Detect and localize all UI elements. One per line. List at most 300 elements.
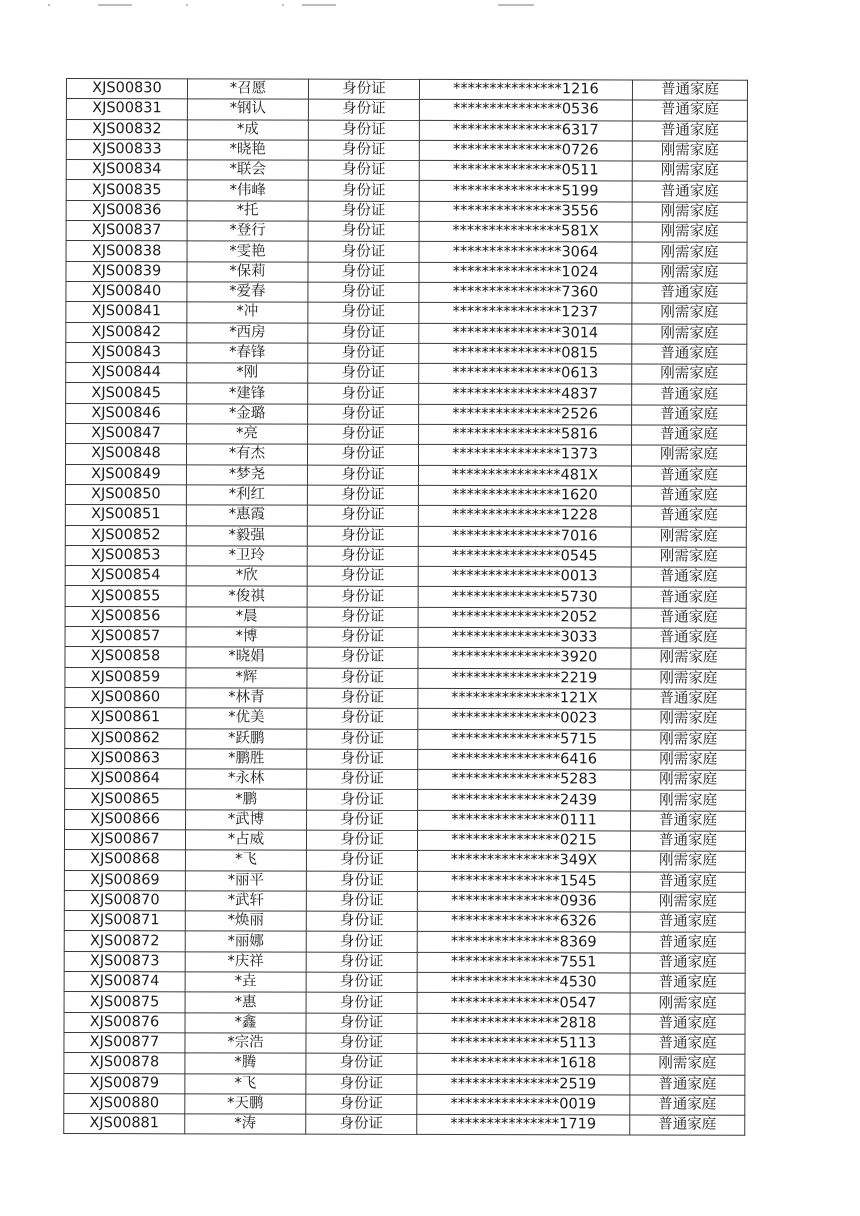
family-type-cell: 普通家庭: [632, 344, 747, 365]
document-type-cell: 身份证: [308, 99, 419, 120]
applicant-name-cell: *永林: [186, 769, 307, 790]
applicant-id-cell: XJS00834: [66, 160, 187, 181]
table-row: [66, 119, 747, 141]
table-row: [65, 606, 746, 628]
applicant-id-cell: XJS00842: [66, 322, 187, 343]
family-type-cell: 刚需家庭: [632, 303, 747, 324]
applicant-name-cell: *鑫: [185, 1012, 306, 1033]
id-number-cell: ***************0511: [419, 161, 632, 182]
applicant-id-cell: XJS00837: [66, 221, 187, 242]
id-number-cell: ***************0536: [419, 100, 632, 121]
family-type-cell: 普通家庭: [631, 506, 746, 527]
table-row: [66, 160, 747, 182]
family-type-cell: 普通家庭: [632, 181, 747, 202]
document-type-cell: 身份证: [307, 749, 418, 770]
applicant-name-cell: *联会: [187, 160, 308, 181]
family-type-cell: 普通家庭: [631, 689, 746, 710]
table-row: [64, 951, 745, 973]
document-type-cell: 身份证: [308, 120, 419, 141]
applicant-id-cell: XJS00833: [66, 139, 187, 160]
document-type-cell: 身份证: [307, 505, 418, 526]
applicant-id-cell: XJS00879: [64, 1073, 185, 1094]
applicant-id-cell: XJS00869: [64, 870, 185, 891]
applicant-name-cell: *晓艳: [187, 140, 308, 161]
table-row: [65, 769, 746, 791]
table-row: [65, 809, 746, 831]
document-type-cell: 身份证: [308, 160, 419, 181]
family-type-cell: 刚需家庭: [632, 222, 747, 243]
family-type-cell: 普通家庭: [630, 831, 745, 852]
table-row: [65, 444, 746, 466]
applicant-table: [63, 78, 748, 1136]
id-number-cell: ***************0545: [418, 546, 631, 567]
id-number-cell: ***************5113: [417, 1033, 630, 1054]
id-number-cell: ***************2526: [419, 404, 632, 425]
applicant-id-cell: XJS00856: [65, 606, 186, 627]
id-number-cell: ***************121X: [418, 688, 631, 709]
family-type-cell: 普通家庭: [631, 811, 746, 832]
document-type-cell: 身份证: [306, 1033, 417, 1054]
applicant-id-cell: XJS00832: [66, 119, 187, 140]
applicant-name-cell: *惠: [185, 992, 306, 1013]
table-row: [64, 931, 745, 953]
document-type-cell: 身份证: [308, 343, 419, 364]
document-type-cell: 身份证: [307, 647, 418, 668]
document-type-cell: 身份证: [307, 485, 418, 506]
family-type-cell: 普通家庭: [630, 912, 745, 933]
document-type-cell: 身份证: [306, 952, 417, 973]
applicant-id-cell: XJS00878: [64, 1053, 185, 1074]
id-number-cell: ***************0547: [417, 993, 630, 1014]
table-row: [66, 261, 747, 283]
document-type-cell: 身份证: [307, 708, 418, 729]
applicant-name-cell: *西房: [187, 322, 308, 343]
family-type-cell: 刚需家庭: [631, 750, 746, 771]
document-type-cell: 身份证: [306, 891, 417, 912]
applicant-id-cell: XJS00866: [65, 809, 186, 830]
id-number-cell: ***************481X: [418, 465, 631, 486]
document-type-cell: 身份证: [308, 323, 419, 344]
applicant-name-cell: *飞: [185, 850, 306, 871]
applicant-name-cell: *金璐: [187, 404, 308, 425]
applicant-name-cell: *伟峰: [187, 180, 308, 201]
id-number-cell: ***************3014: [419, 323, 632, 344]
id-number-cell: ***************1545: [417, 871, 630, 892]
applicant-name-cell: *林青: [186, 688, 307, 709]
table-row: [65, 545, 746, 567]
table-row: [66, 139, 747, 161]
applicant-id-cell: XJS00860: [65, 687, 186, 708]
applicant-name-cell: *博: [186, 627, 307, 648]
family-type-cell: 刚需家庭: [632, 202, 747, 223]
applicant-name-cell: *晓娟: [186, 647, 307, 668]
scan-edge-marks: [0, 0, 860, 12]
applicant-id-cell: XJS00850: [65, 484, 186, 505]
table-row: [65, 789, 746, 811]
applicant-name-cell: *垚: [185, 972, 306, 993]
applicant-id-cell: XJS00851: [65, 505, 186, 526]
applicant-id-cell: XJS00872: [64, 931, 185, 952]
id-number-cell: ***************1237: [419, 303, 632, 324]
applicant-id-cell: XJS00845: [66, 383, 187, 404]
applicant-name-cell: *利红: [186, 485, 307, 506]
id-number-cell: ***************1373: [418, 445, 631, 466]
applicant-name-cell: *庆祥: [185, 952, 306, 973]
applicant-id-cell: XJS00840: [66, 281, 187, 302]
id-number-cell: ***************0726: [419, 140, 632, 161]
table-row: [64, 992, 745, 1014]
document-type-cell: 身份证: [308, 404, 419, 425]
applicant-id-cell: XJS00846: [66, 403, 187, 424]
applicant-id-cell: XJS00874: [64, 972, 185, 993]
id-number-cell: ***************1024: [419, 262, 632, 283]
family-type-cell: 普通家庭: [631, 567, 746, 588]
applicant-name-cell: *欣: [186, 566, 307, 587]
applicant-id-cell: XJS00873: [64, 951, 185, 972]
applicant-id-cell: XJS00836: [66, 200, 187, 221]
document-type-cell: 身份证: [306, 972, 417, 993]
family-type-cell: 普通家庭: [631, 628, 746, 649]
table-row: [66, 79, 747, 101]
applicant-name-cell: *天鹏: [185, 1094, 306, 1115]
applicant-id-cell: XJS00867: [64, 829, 185, 850]
applicant-id-cell: XJS00830: [66, 79, 187, 100]
applicant-name-cell: *丽娜: [185, 931, 306, 952]
document-type-cell: 身份证: [307, 546, 418, 567]
applicant-name-cell: *占威: [185, 830, 306, 851]
table-row: [65, 708, 746, 730]
table-row: [66, 302, 747, 324]
applicant-name-cell: *优美: [186, 708, 307, 729]
document-type-cell: 身份证: [307, 607, 418, 628]
document-type-cell: 身份证: [307, 668, 418, 689]
applicant-name-cell: *宗浩: [185, 1033, 306, 1054]
document-type-cell: 身份证: [308, 181, 419, 202]
family-type-cell: 刚需家庭: [632, 141, 747, 162]
family-type-cell: 普通家庭: [631, 486, 746, 507]
applicant-name-cell: *召愿: [187, 79, 308, 100]
applicant-id-cell: XJS00870: [64, 890, 185, 911]
applicant-name-cell: *惠霞: [186, 505, 307, 526]
id-number-cell: ***************7551: [417, 952, 630, 973]
id-number-cell: ***************3064: [419, 242, 632, 263]
table-row: [65, 586, 746, 608]
family-type-cell: 刚需家庭: [631, 669, 746, 690]
id-number-cell: ***************2052: [418, 607, 631, 628]
document-type-cell: 身份证: [306, 1074, 417, 1095]
family-type-cell: 刚需家庭: [632, 263, 747, 284]
table-row: [66, 180, 747, 202]
document-type-cell: 身份证: [308, 424, 419, 445]
id-number-cell: ***************4837: [419, 384, 632, 405]
table-row: [66, 200, 747, 222]
id-number-cell: ***************1618: [417, 1054, 630, 1075]
document-type-cell: 身份证: [307, 790, 418, 811]
table-row: [65, 627, 746, 649]
applicant-id-cell: XJS00839: [66, 261, 187, 282]
document-type-cell: 身份证: [308, 221, 419, 242]
id-number-cell: ***************0013: [418, 567, 631, 588]
applicant-name-cell: *晨: [186, 607, 307, 628]
applicant-name-cell: *武博: [186, 810, 307, 831]
document-type-cell: 身份证: [308, 79, 419, 100]
table-row: [66, 403, 747, 425]
document-type-cell: 身份证: [308, 140, 419, 161]
document-type-cell: 身份证: [307, 566, 418, 587]
id-number-cell: ***************2519: [417, 1074, 630, 1095]
applicant-id-cell: XJS00877: [64, 1032, 185, 1053]
document-type-cell: 身份证: [306, 932, 417, 953]
document-type-cell: 身份证: [308, 201, 419, 222]
applicant-id-cell: XJS00855: [65, 586, 186, 607]
document-type-cell: 身份证: [306, 1114, 417, 1135]
family-type-cell: 普通家庭: [632, 100, 747, 121]
applicant-id-cell: XJS00844: [66, 363, 187, 384]
applicant-id-cell: XJS00861: [65, 708, 186, 729]
applicant-id-cell: XJS00847: [66, 424, 187, 445]
applicant-name-cell: *跃鹏: [186, 728, 307, 749]
table-row: [64, 829, 745, 851]
id-number-cell: ***************0815: [419, 343, 632, 364]
applicant-id-cell: XJS00838: [66, 241, 187, 262]
id-number-cell: ***************8369: [417, 932, 630, 953]
document-type-cell: 身份证: [306, 911, 417, 932]
family-type-cell: 普通家庭: [630, 1034, 745, 1055]
family-type-cell: 刚需家庭: [631, 527, 746, 548]
id-number-cell: ***************2219: [418, 668, 631, 689]
table-row: [66, 383, 747, 405]
table-row: [65, 525, 746, 547]
document-type-cell: 身份证: [308, 302, 419, 323]
id-number-cell: ***************6326: [417, 912, 630, 933]
applicant-id-cell: XJS00865: [65, 789, 186, 810]
family-type-cell: 刚需家庭: [631, 445, 746, 466]
document-type-cell: 身份证: [308, 262, 419, 283]
table-row: [65, 566, 746, 588]
table-row: [64, 890, 745, 912]
id-number-cell: ***************7016: [418, 526, 631, 547]
applicant-name-cell: *爱春: [187, 282, 308, 303]
id-number-cell: ***************2439: [418, 790, 631, 811]
id-number-cell: ***************0019: [417, 1094, 630, 1115]
document-type-cell: 身份证: [307, 587, 418, 608]
id-number-cell: ***************5199: [419, 181, 632, 202]
applicant-id-cell: XJS00857: [65, 627, 186, 648]
family-type-cell: 普通家庭: [630, 1115, 745, 1136]
family-type-cell: 普通家庭: [630, 953, 745, 974]
id-number-cell: ***************0613: [419, 364, 632, 385]
applicant-name-cell: *飞: [185, 1073, 306, 1094]
applicant-id-cell: XJS00880: [64, 1093, 185, 1114]
table-row: [66, 322, 747, 344]
table-row: [65, 728, 746, 750]
applicant-id-cell: XJS00853: [65, 545, 186, 566]
id-number-cell: ***************6317: [419, 120, 632, 141]
family-type-cell: 刚需家庭: [631, 770, 746, 791]
applicant-id-cell: XJS00854: [65, 566, 186, 587]
family-type-cell: 普通家庭: [630, 1075, 745, 1096]
id-number-cell: ***************2818: [417, 1013, 630, 1034]
family-type-cell: 刚需家庭: [630, 993, 745, 1014]
applicant-id-cell: XJS00881: [64, 1114, 185, 1135]
id-number-cell: ***************581X: [419, 222, 632, 243]
id-number-cell: ***************0936: [417, 891, 630, 912]
table-row: [65, 748, 746, 770]
table-row: [65, 484, 746, 506]
document-type-cell: 身份证: [307, 444, 418, 465]
applicant-name-cell: *有杰: [186, 444, 307, 465]
table-row: [66, 281, 747, 303]
id-number-cell: ***************5715: [418, 729, 631, 750]
document-type-cell: 身份证: [308, 363, 419, 384]
applicant-name-cell: *雯艳: [187, 241, 308, 262]
family-type-cell: 刚需家庭: [632, 364, 747, 385]
document-type-cell: 身份证: [306, 1013, 417, 1034]
document-type-cell: 身份证: [307, 729, 418, 750]
table-row: [66, 241, 747, 263]
applicant-name-cell: *辉: [186, 667, 307, 688]
applicant-id-cell: XJS00843: [66, 342, 187, 363]
applicant-name-cell: *冲: [187, 302, 308, 323]
applicant-id-cell: XJS00858: [65, 647, 186, 668]
document-type-cell: 身份证: [306, 850, 417, 871]
table-row: [66, 342, 747, 364]
id-number-cell: ***************0023: [418, 709, 631, 730]
applicant-id-cell: XJS00862: [65, 728, 186, 749]
table-row: [64, 1114, 745, 1136]
document-type-cell: 身份证: [307, 688, 418, 709]
applicant-id-cell: XJS00852: [65, 525, 186, 546]
document-type-cell: 身份证: [307, 769, 418, 790]
applicant-name-cell: *保莉: [187, 261, 308, 282]
family-type-cell: 刚需家庭: [632, 242, 747, 263]
family-type-cell: 刚需家庭: [631, 790, 746, 811]
family-type-cell: 普通家庭: [632, 121, 747, 142]
table-row: [64, 870, 745, 892]
document-type-cell: 身份证: [306, 1053, 417, 1074]
id-number-cell: ***************4530: [417, 972, 630, 993]
document-type-cell: 身份证: [306, 992, 417, 1013]
applicant-id-cell: XJS00863: [65, 748, 186, 769]
document-type-cell: 身份证: [307, 627, 418, 648]
applicant-id-cell: XJS00841: [66, 302, 187, 323]
applicant-name-cell: *俊祺: [186, 586, 307, 607]
applicant-id-cell: XJS00868: [64, 850, 185, 871]
document-type-cell: 身份证: [307, 810, 418, 831]
applicant-id-cell: XJS00849: [65, 464, 186, 485]
family-type-cell: 刚需家庭: [630, 1054, 745, 1075]
table-row: [65, 667, 746, 689]
family-type-cell: 刚需家庭: [631, 729, 746, 750]
document-type-cell: 身份证: [307, 526, 418, 547]
id-number-cell: ***************3556: [419, 201, 632, 222]
applicant-name-cell: *鹏胜: [186, 749, 307, 770]
family-type-cell: 普通家庭: [632, 80, 747, 101]
document-type-cell: 身份证: [306, 871, 417, 892]
table-row: [64, 1053, 745, 1075]
document-type-cell: 身份证: [307, 465, 418, 486]
table-row: [64, 972, 745, 994]
family-type-cell: 普通家庭: [630, 872, 745, 893]
id-number-cell: ***************1620: [418, 485, 631, 506]
table-row: [66, 99, 747, 121]
applicant-name-cell: *登行: [187, 221, 308, 242]
family-type-cell: 普通家庭: [631, 587, 746, 608]
table-row: [66, 424, 747, 446]
applicant-id-cell: XJS00875: [64, 992, 185, 1013]
applicant-name-cell: *托: [187, 201, 308, 222]
id-number-cell: ***************5730: [418, 587, 631, 608]
family-type-cell: 刚需家庭: [630, 892, 745, 913]
id-number-cell: ***************1228: [418, 506, 631, 527]
applicant-name-cell: *毅强: [186, 525, 307, 546]
table-row: [64, 1073, 745, 1095]
family-type-cell: 普通家庭: [632, 425, 747, 446]
applicant-id-cell: XJS00831: [66, 99, 187, 120]
family-type-cell: 刚需家庭: [631, 547, 746, 568]
family-type-cell: 普通家庭: [632, 405, 747, 426]
applicant-name-cell: *春锋: [187, 343, 308, 364]
table-row: [66, 221, 747, 243]
document-type-cell: 身份证: [308, 384, 419, 405]
applicant-name-cell: *焕丽: [185, 911, 306, 932]
table-row: [64, 1093, 745, 1115]
applicant-name-cell: *钢认: [187, 99, 308, 120]
family-type-cell: 刚需家庭: [630, 851, 745, 872]
table-row: [65, 464, 746, 486]
applicant-name-cell: *鹏: [186, 789, 307, 810]
table-row: [64, 911, 745, 933]
table-row: [65, 687, 746, 709]
id-number-cell: ***************0111: [418, 810, 631, 831]
document-type-cell: 身份证: [306, 1094, 417, 1115]
family-type-cell: 普通家庭: [631, 608, 746, 629]
family-type-cell: 刚需家庭: [631, 709, 746, 730]
applicant-name-cell: *丽平: [185, 870, 306, 891]
family-type-cell: 普通家庭: [630, 973, 745, 994]
applicant-name-cell: *建锋: [187, 383, 308, 404]
table-row: [65, 505, 746, 527]
table-row: [64, 1012, 745, 1034]
document-type-cell: 身份证: [308, 242, 419, 263]
id-number-cell: ***************3920: [418, 648, 631, 669]
family-type-cell: 普通家庭: [632, 384, 747, 405]
id-number-cell: ***************0215: [417, 830, 630, 851]
id-number-cell: ***************349X: [417, 851, 630, 872]
document-type-cell: 身份证: [308, 282, 419, 303]
table-row: [64, 850, 745, 872]
applicant-name-cell: *涛: [185, 1114, 306, 1135]
id-number-cell: ***************5283: [418, 770, 631, 791]
id-number-cell: ***************1719: [417, 1115, 630, 1136]
family-type-cell: 刚需家庭: [632, 161, 747, 182]
family-type-cell: 普通家庭: [630, 932, 745, 953]
id-number-cell: ***************6416: [418, 749, 631, 770]
applicant-name-cell: *武轩: [185, 891, 306, 912]
family-type-cell: 刚需家庭: [632, 324, 747, 345]
applicant-id-cell: XJS00864: [65, 769, 186, 790]
applicant-id-cell: XJS00835: [66, 180, 187, 201]
family-type-cell: 普通家庭: [630, 1095, 745, 1116]
applicant-name-cell: *腾: [185, 1053, 306, 1074]
family-type-cell: 普通家庭: [631, 466, 746, 487]
family-type-cell: 普通家庭: [630, 1014, 745, 1035]
applicant-name-cell: *梦尧: [186, 464, 307, 485]
family-type-cell: 普通家庭: [632, 283, 747, 304]
applicant-id-cell: XJS00859: [65, 667, 186, 688]
applicant-name-cell: *刚: [187, 363, 308, 384]
applicant-id-cell: XJS00876: [64, 1012, 185, 1033]
